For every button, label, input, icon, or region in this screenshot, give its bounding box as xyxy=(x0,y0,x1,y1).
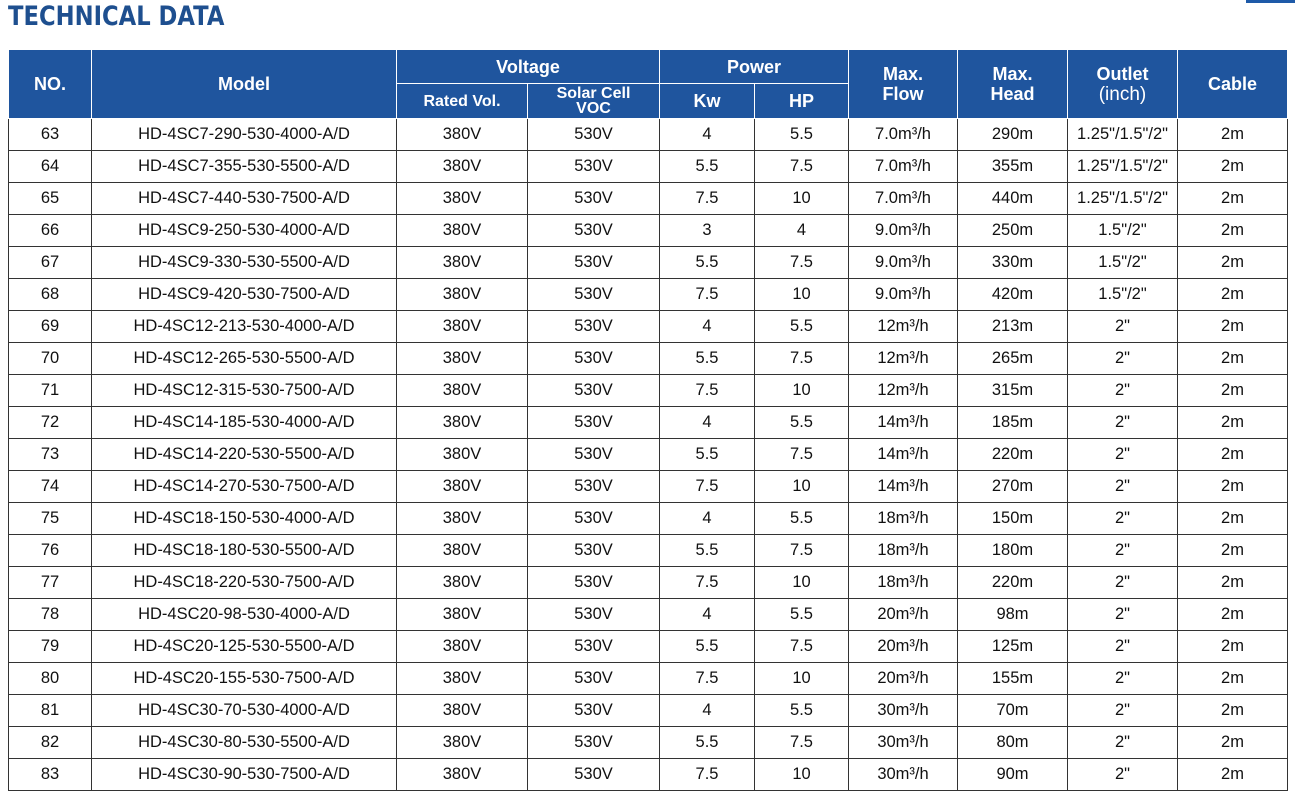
cell-hp: 5.5 xyxy=(755,695,849,727)
cell-model: HD-4SC20-98-530-4000-A/D xyxy=(92,599,397,631)
header-max-flow-line1: Max. xyxy=(882,64,924,84)
cell-no: 76 xyxy=(9,535,92,567)
cell-cable: 2m xyxy=(1178,599,1288,631)
cell-cable: 2m xyxy=(1178,151,1288,183)
cell-no: 71 xyxy=(9,375,92,407)
cell-hp: 10 xyxy=(755,183,849,215)
table-row xyxy=(9,215,1288,247)
cell-outlet: 2" xyxy=(1068,407,1178,439)
table-row xyxy=(9,695,1288,727)
cell-max-flow: 9.0m³/h xyxy=(849,247,958,279)
table-body xyxy=(9,119,1288,791)
page-title: TECHNICAL DATA xyxy=(8,1,225,32)
header-outlet xyxy=(1068,50,1178,119)
cell-voc: 530V xyxy=(528,279,660,311)
cell-voc: 530V xyxy=(528,183,660,215)
cell-no: 72 xyxy=(9,407,92,439)
cell-max-head: 155m xyxy=(958,663,1068,695)
cell-cable: 2m xyxy=(1178,247,1288,279)
cell-outlet: 1.5"/2" xyxy=(1068,279,1178,311)
cell-cable: 2m xyxy=(1178,375,1288,407)
cell-kw: 5.5 xyxy=(660,631,755,663)
cell-model: HD-4SC18-150-530-4000-A/D xyxy=(92,503,397,535)
table-row xyxy=(9,279,1288,311)
cell-rated-vol: 380V xyxy=(397,439,528,471)
cell-max-head: 70m xyxy=(958,695,1068,727)
cell-model: HD-4SC30-70-530-4000-A/D xyxy=(92,695,397,727)
cell-rated-vol: 380V xyxy=(397,567,528,599)
cell-voc: 530V xyxy=(528,439,660,471)
cell-outlet: 1.25"/1.5"/2" xyxy=(1068,119,1178,151)
cell-kw: 4 xyxy=(660,599,755,631)
cell-voc: 530V xyxy=(528,727,660,759)
cell-rated-vol: 380V xyxy=(397,343,528,375)
cell-max-head: 250m xyxy=(958,215,1068,247)
cell-voc: 530V xyxy=(528,311,660,343)
cell-cable: 2m xyxy=(1178,567,1288,599)
header-voltage: Voltage xyxy=(397,50,660,84)
cell-voc: 530V xyxy=(528,663,660,695)
cell-max-flow: 30m³/h xyxy=(849,727,958,759)
cell-kw: 7.5 xyxy=(660,183,755,215)
cell-max-flow: 9.0m³/h xyxy=(849,279,958,311)
table-row xyxy=(9,599,1288,631)
cell-max-flow: 12m³/h xyxy=(849,375,958,407)
cell-no: 68 xyxy=(9,279,92,311)
cell-cable: 2m xyxy=(1178,759,1288,791)
cell-outlet: 2" xyxy=(1068,631,1178,663)
cell-model: HD-4SC9-250-530-4000-A/D xyxy=(92,215,397,247)
cell-no: 67 xyxy=(9,247,92,279)
cell-hp: 10 xyxy=(755,663,849,695)
cell-cable: 2m xyxy=(1178,471,1288,503)
cell-outlet: 1.5"/2" xyxy=(1068,247,1178,279)
cell-max-head: 265m xyxy=(958,343,1068,375)
cell-max-head: 270m xyxy=(958,471,1068,503)
cell-max-flow: 7.0m³/h xyxy=(849,151,958,183)
cell-max-flow: 7.0m³/h xyxy=(849,183,958,215)
cell-outlet: 1.25"/1.5"/2" xyxy=(1068,151,1178,183)
cell-voc: 530V xyxy=(528,503,660,535)
cell-no: 64 xyxy=(9,151,92,183)
cell-kw: 5.5 xyxy=(660,727,755,759)
cell-rated-vol: 380V xyxy=(397,119,528,151)
header-power: Power xyxy=(660,50,849,84)
cell-model: HD-4SC7-440-530-7500-A/D xyxy=(92,183,397,215)
cell-model: HD-4SC14-185-530-4000-A/D xyxy=(92,407,397,439)
cell-max-head: 440m xyxy=(958,183,1068,215)
cell-voc: 530V xyxy=(528,695,660,727)
cell-hp: 7.5 xyxy=(755,247,849,279)
cell-no: 69 xyxy=(9,311,92,343)
cell-max-flow: 12m³/h xyxy=(849,343,958,375)
cell-cable: 2m xyxy=(1178,343,1288,375)
header-max-head-line2: Head xyxy=(990,84,1035,104)
table-row xyxy=(9,759,1288,791)
cell-hp: 5.5 xyxy=(755,407,849,439)
cell-cable: 2m xyxy=(1178,311,1288,343)
cell-max-head: 125m xyxy=(958,631,1068,663)
cell-rated-vol: 380V xyxy=(397,279,528,311)
cell-hp: 10 xyxy=(755,279,849,311)
cell-rated-vol: 380V xyxy=(397,247,528,279)
cell-model: HD-4SC9-420-530-7500-A/D xyxy=(92,279,397,311)
cell-model: HD-4SC14-270-530-7500-A/D xyxy=(92,471,397,503)
header-max-head-line1: Max. xyxy=(992,64,1033,84)
cell-model: HD-4SC30-90-530-7500-A/D xyxy=(92,759,397,791)
cell-outlet: 2" xyxy=(1068,599,1178,631)
header-solar-cell-voc xyxy=(528,84,660,119)
cell-rated-vol: 380V xyxy=(397,471,528,503)
cell-cable: 2m xyxy=(1178,279,1288,311)
cell-max-head: 220m xyxy=(958,439,1068,471)
cell-cable: 2m xyxy=(1178,183,1288,215)
cell-kw: 7.5 xyxy=(660,375,755,407)
cell-hp: 5.5 xyxy=(755,311,849,343)
cell-kw: 7.5 xyxy=(660,759,755,791)
cell-outlet: 2" xyxy=(1068,375,1178,407)
cell-voc: 530V xyxy=(528,599,660,631)
cell-max-head: 90m xyxy=(958,759,1068,791)
cell-max-head: 315m xyxy=(958,375,1068,407)
cell-kw: 5.5 xyxy=(660,151,755,183)
cell-no: 63 xyxy=(9,119,92,151)
header-outlet-label: Outlet xyxy=(1096,63,1149,84)
header-cable: Cable xyxy=(1178,50,1288,119)
header-solar-cell: Solar Cell xyxy=(556,85,631,102)
cell-max-head: 150m xyxy=(958,503,1068,535)
cell-rated-vol: 380V xyxy=(397,311,528,343)
cell-hp: 10 xyxy=(755,375,849,407)
cell-no: 83 xyxy=(9,759,92,791)
cell-hp: 5.5 xyxy=(755,503,849,535)
table-row xyxy=(9,663,1288,695)
header-kw: Kw xyxy=(660,84,755,119)
cell-max-flow: 18m³/h xyxy=(849,567,958,599)
cell-cable: 2m xyxy=(1178,119,1288,151)
cell-max-flow: 18m³/h xyxy=(849,503,958,535)
cell-cable: 2m xyxy=(1178,535,1288,567)
cell-max-head: 355m xyxy=(958,151,1068,183)
table-row xyxy=(9,471,1288,503)
header-outlet-unit: (inch) xyxy=(1098,83,1147,105)
cell-kw: 7.5 xyxy=(660,279,755,311)
cell-cable: 2m xyxy=(1178,695,1288,727)
cell-voc: 530V xyxy=(528,759,660,791)
cell-hp: 7.5 xyxy=(755,439,849,471)
cell-hp: 4 xyxy=(755,215,849,247)
cell-rated-vol: 380V xyxy=(397,631,528,663)
cell-voc: 530V xyxy=(528,343,660,375)
cell-outlet: 2" xyxy=(1068,695,1178,727)
cell-model: HD-4SC20-155-530-7500-A/D xyxy=(92,663,397,695)
cell-voc: 530V xyxy=(528,471,660,503)
cell-outlet: 1.25"/1.5"/2" xyxy=(1068,183,1178,215)
header-no: NO. xyxy=(9,50,92,119)
header-max-flow-line2: Flow xyxy=(882,84,924,104)
cell-model: HD-4SC9-330-530-5500-A/D xyxy=(92,247,397,279)
cell-cable: 2m xyxy=(1178,503,1288,535)
cell-max-head: 98m xyxy=(958,599,1068,631)
cell-model: HD-4SC12-265-530-5500-A/D xyxy=(92,343,397,375)
cell-max-flow: 18m³/h xyxy=(849,535,958,567)
cell-no: 81 xyxy=(9,695,92,727)
cell-voc: 530V xyxy=(528,119,660,151)
cell-voc: 530V xyxy=(528,151,660,183)
cell-no: 80 xyxy=(9,663,92,695)
header-max-head xyxy=(958,50,1068,119)
cell-hp: 7.5 xyxy=(755,727,849,759)
cell-kw: 3 xyxy=(660,215,755,247)
cell-max-flow: 30m³/h xyxy=(849,759,958,791)
cell-model: HD-4SC14-220-530-5500-A/D xyxy=(92,439,397,471)
corner-accent-bar xyxy=(1246,0,1295,3)
cell-hp: 10 xyxy=(755,471,849,503)
cell-max-head: 80m xyxy=(958,727,1068,759)
header-rated-vol: Rated Vol. xyxy=(397,84,528,119)
cell-hp: 7.5 xyxy=(755,151,849,183)
cell-outlet: 2" xyxy=(1068,343,1178,375)
table-row xyxy=(9,151,1288,183)
header-model: Model xyxy=(92,50,397,119)
cell-no: 73 xyxy=(9,439,92,471)
cell-outlet: 2" xyxy=(1068,471,1178,503)
cell-max-flow: 20m³/h xyxy=(849,663,958,695)
cell-max-flow: 12m³/h xyxy=(849,311,958,343)
cell-voc: 530V xyxy=(528,631,660,663)
cell-hp: 10 xyxy=(755,759,849,791)
table-row xyxy=(9,439,1288,471)
technical-data-table xyxy=(8,49,1288,791)
cell-rated-vol: 380V xyxy=(397,215,528,247)
header-hp: HP xyxy=(755,84,849,119)
table-row xyxy=(9,247,1288,279)
cell-kw: 4 xyxy=(660,503,755,535)
cell-outlet: 2" xyxy=(1068,535,1178,567)
cell-cable: 2m xyxy=(1178,407,1288,439)
cell-cable: 2m xyxy=(1178,439,1288,471)
cell-max-head: 185m xyxy=(958,407,1068,439)
cell-no: 65 xyxy=(9,183,92,215)
cell-outlet: 2" xyxy=(1068,727,1178,759)
cell-outlet: 2" xyxy=(1068,439,1178,471)
cell-no: 82 xyxy=(9,727,92,759)
cell-hp: 5.5 xyxy=(755,599,849,631)
cell-kw: 5.5 xyxy=(660,439,755,471)
cell-voc: 530V xyxy=(528,215,660,247)
cell-model: HD-4SC12-315-530-7500-A/D xyxy=(92,375,397,407)
cell-max-head: 290m xyxy=(958,119,1068,151)
cell-no: 66 xyxy=(9,215,92,247)
cell-max-flow: 20m³/h xyxy=(849,631,958,663)
cell-cable: 2m xyxy=(1178,663,1288,695)
cell-cable: 2m xyxy=(1178,631,1288,663)
cell-max-flow: 14m³/h xyxy=(849,439,958,471)
cell-outlet: 2" xyxy=(1068,567,1178,599)
cell-rated-vol: 380V xyxy=(397,151,528,183)
cell-voc: 530V xyxy=(528,247,660,279)
cell-no: 75 xyxy=(9,503,92,535)
cell-kw: 4 xyxy=(660,695,755,727)
cell-kw: 5.5 xyxy=(660,247,755,279)
cell-max-flow: 30m³/h xyxy=(849,695,958,727)
cell-cable: 2m xyxy=(1178,727,1288,759)
cell-no: 77 xyxy=(9,567,92,599)
table-row xyxy=(9,567,1288,599)
table-row xyxy=(9,407,1288,439)
cell-model: HD-4SC7-290-530-4000-A/D xyxy=(92,119,397,151)
cell-max-head: 220m xyxy=(958,567,1068,599)
cell-hp: 5.5 xyxy=(755,119,849,151)
cell-outlet: 2" xyxy=(1068,663,1178,695)
cell-kw: 7.5 xyxy=(660,663,755,695)
cell-rated-vol: 380V xyxy=(397,503,528,535)
header-max-flow xyxy=(849,50,958,119)
cell-kw: 7.5 xyxy=(660,471,755,503)
cell-kw: 7.5 xyxy=(660,567,755,599)
cell-kw: 4 xyxy=(660,119,755,151)
cell-voc: 530V xyxy=(528,407,660,439)
cell-kw: 5.5 xyxy=(660,343,755,375)
cell-no: 74 xyxy=(9,471,92,503)
cell-rated-vol: 380V xyxy=(397,535,528,567)
cell-rated-vol: 380V xyxy=(397,599,528,631)
cell-outlet: 2" xyxy=(1068,311,1178,343)
cell-max-flow: 20m³/h xyxy=(849,599,958,631)
cell-max-flow: 7.0m³/h xyxy=(849,119,958,151)
table-row xyxy=(9,631,1288,663)
cell-rated-vol: 380V xyxy=(397,375,528,407)
cell-voc: 530V xyxy=(528,375,660,407)
cell-outlet: 2" xyxy=(1068,759,1178,791)
table-row xyxy=(9,311,1288,343)
table-row xyxy=(9,535,1288,567)
cell-model: HD-4SC12-213-530-4000-A/D xyxy=(92,311,397,343)
cell-voc: 530V xyxy=(528,567,660,599)
cell-cable: 2m xyxy=(1178,215,1288,247)
cell-rated-vol: 380V xyxy=(397,663,528,695)
cell-hp: 10 xyxy=(755,567,849,599)
cell-max-flow: 14m³/h xyxy=(849,407,958,439)
table-row xyxy=(9,183,1288,215)
cell-outlet: 1.5"/2" xyxy=(1068,215,1178,247)
cell-rated-vol: 380V xyxy=(397,407,528,439)
cell-voc: 530V xyxy=(528,535,660,567)
table-row xyxy=(9,375,1288,407)
cell-no: 70 xyxy=(9,343,92,375)
cell-max-head: 420m xyxy=(958,279,1068,311)
cell-rated-vol: 380V xyxy=(397,727,528,759)
table-row xyxy=(9,119,1288,151)
cell-max-head: 330m xyxy=(958,247,1068,279)
cell-no: 78 xyxy=(9,599,92,631)
cell-rated-vol: 380V xyxy=(397,695,528,727)
cell-rated-vol: 380V xyxy=(397,759,528,791)
cell-kw: 5.5 xyxy=(660,535,755,567)
cell-kw: 4 xyxy=(660,311,755,343)
header-voc: VOC xyxy=(576,100,611,117)
cell-kw: 4 xyxy=(660,407,755,439)
cell-max-head: 213m xyxy=(958,311,1068,343)
cell-hp: 7.5 xyxy=(755,343,849,375)
cell-max-flow: 14m³/h xyxy=(849,471,958,503)
cell-max-head: 180m xyxy=(958,535,1068,567)
cell-model: HD-4SC30-80-530-5500-A/D xyxy=(92,727,397,759)
cell-rated-vol: 380V xyxy=(397,183,528,215)
cell-max-flow: 9.0m³/h xyxy=(849,215,958,247)
cell-outlet: 2" xyxy=(1068,503,1178,535)
cell-model: HD-4SC18-180-530-5500-A/D xyxy=(92,535,397,567)
cell-no: 79 xyxy=(9,631,92,663)
cell-hp: 7.5 xyxy=(755,631,849,663)
cell-hp: 7.5 xyxy=(755,535,849,567)
cell-model: HD-4SC20-125-530-5500-A/D xyxy=(92,631,397,663)
table-row xyxy=(9,343,1288,375)
table-row xyxy=(9,727,1288,759)
table-row xyxy=(9,503,1288,535)
cell-model: HD-4SC7-355-530-5500-A/D xyxy=(92,151,397,183)
cell-model: HD-4SC18-220-530-7500-A/D xyxy=(92,567,397,599)
